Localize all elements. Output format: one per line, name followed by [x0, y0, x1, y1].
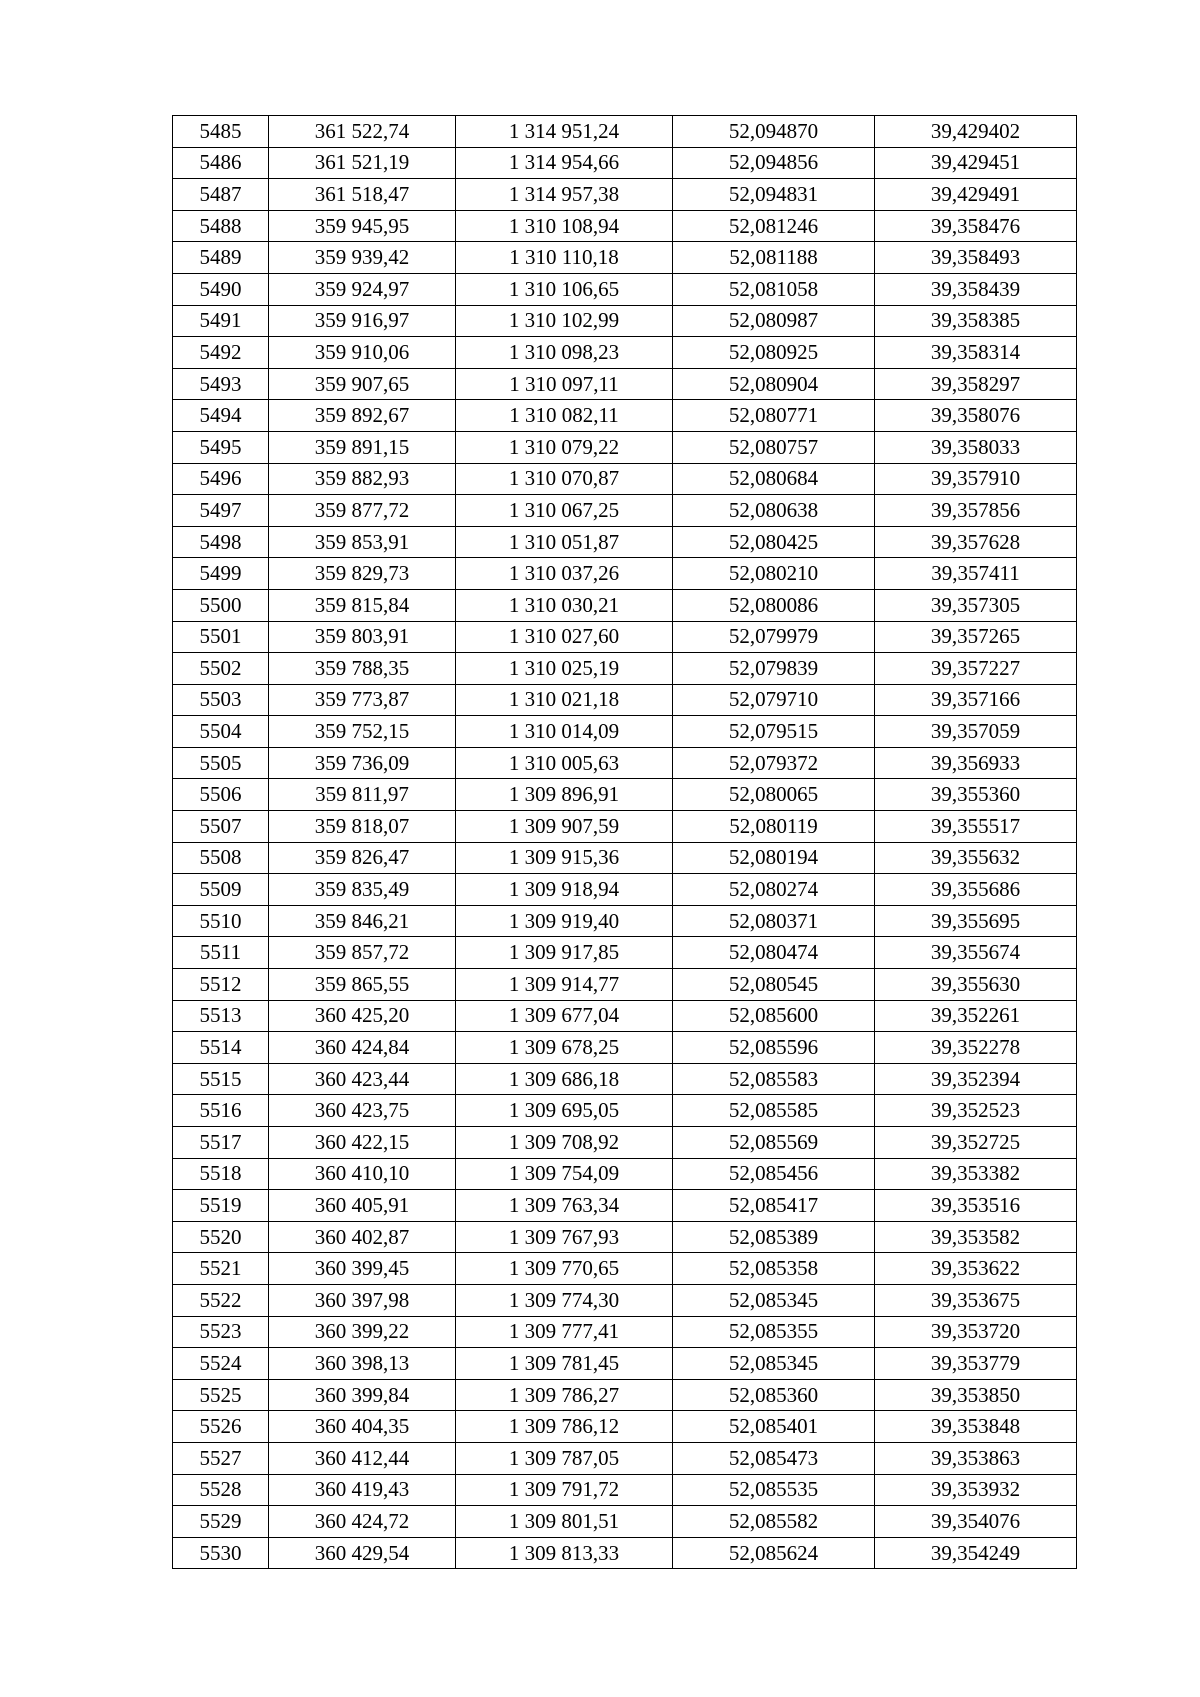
point-number-cell: 5491 [173, 305, 269, 337]
latitude-cell: 52,094831 [673, 179, 875, 211]
latitude-cell: 52,085535 [673, 1474, 875, 1506]
y-coordinate-cell: 1 310 079,22 [456, 431, 673, 463]
longitude-cell: 39,353582 [875, 1221, 1077, 1253]
table-row [173, 779, 1077, 811]
y-coordinate-cell: 1 310 030,21 [456, 589, 673, 621]
latitude-cell: 52,079979 [673, 621, 875, 653]
table-row [173, 526, 1077, 558]
table-row [173, 431, 1077, 463]
x-coordinate-cell: 359 891,15 [269, 431, 456, 463]
latitude-cell: 52,080925 [673, 337, 875, 369]
table-row [173, 1032, 1077, 1064]
x-coordinate-cell: 360 399,22 [269, 1316, 456, 1348]
y-coordinate-cell: 1 310 110,18 [456, 242, 673, 274]
table-row [173, 179, 1077, 211]
point-number-cell: 5486 [173, 147, 269, 179]
y-coordinate-cell: 1 309 677,04 [456, 1000, 673, 1032]
point-number-cell: 5520 [173, 1221, 269, 1253]
y-coordinate-cell: 1 309 777,41 [456, 1316, 673, 1348]
longitude-cell: 39,353516 [875, 1190, 1077, 1222]
longitude-cell: 39,357305 [875, 589, 1077, 621]
point-number-cell: 5526 [173, 1411, 269, 1443]
y-coordinate-cell: 1 309 896,91 [456, 779, 673, 811]
x-coordinate-cell: 360 424,72 [269, 1506, 456, 1538]
table-row [173, 1474, 1077, 1506]
y-coordinate-cell: 1 310 005,63 [456, 747, 673, 779]
point-number-cell: 5524 [173, 1348, 269, 1380]
x-coordinate-cell: 359 803,91 [269, 621, 456, 653]
y-coordinate-cell: 1 309 915,36 [456, 842, 673, 874]
x-coordinate-cell: 359 882,93 [269, 463, 456, 495]
latitude-cell: 52,085360 [673, 1379, 875, 1411]
point-number-cell: 5498 [173, 526, 269, 558]
longitude-cell: 39,355632 [875, 842, 1077, 874]
point-number-cell: 5518 [173, 1158, 269, 1190]
y-coordinate-cell: 1 310 082,11 [456, 400, 673, 432]
y-coordinate-cell: 1 309 801,51 [456, 1506, 673, 1538]
x-coordinate-cell: 361 522,74 [269, 116, 456, 148]
x-coordinate-cell: 359 773,87 [269, 684, 456, 716]
table-row [173, 337, 1077, 369]
x-coordinate-cell: 359 736,09 [269, 747, 456, 779]
latitude-cell: 52,081246 [673, 210, 875, 242]
latitude-cell: 52,085569 [673, 1127, 875, 1159]
x-coordinate-cell: 360 410,10 [269, 1158, 456, 1190]
longitude-cell: 39,355695 [875, 905, 1077, 937]
table-row [173, 969, 1077, 1001]
table-row [173, 589, 1077, 621]
longitude-cell: 39,357265 [875, 621, 1077, 653]
point-number-cell: 5501 [173, 621, 269, 653]
y-coordinate-cell: 1 310 106,65 [456, 273, 673, 305]
table-row [173, 842, 1077, 874]
x-coordinate-cell: 360 405,91 [269, 1190, 456, 1222]
latitude-cell: 52,085345 [673, 1348, 875, 1380]
y-coordinate-cell: 1 309 708,92 [456, 1127, 673, 1159]
point-number-cell: 5525 [173, 1379, 269, 1411]
table-row [173, 1095, 1077, 1127]
point-number-cell: 5523 [173, 1316, 269, 1348]
x-coordinate-cell: 361 518,47 [269, 179, 456, 211]
table-row [173, 747, 1077, 779]
table-row [173, 811, 1077, 843]
table-row [173, 147, 1077, 179]
longitude-cell: 39,352523 [875, 1095, 1077, 1127]
point-number-cell: 5504 [173, 716, 269, 748]
point-number-cell: 5490 [173, 273, 269, 305]
table-row [173, 242, 1077, 274]
point-number-cell: 5514 [173, 1032, 269, 1064]
table-row [173, 1348, 1077, 1380]
table-row [173, 305, 1077, 337]
point-number-cell: 5485 [173, 116, 269, 148]
table-row [173, 937, 1077, 969]
latitude-cell: 52,080425 [673, 526, 875, 558]
longitude-cell: 39,352725 [875, 1127, 1077, 1159]
table-row [173, 210, 1077, 242]
y-coordinate-cell: 1 310 070,87 [456, 463, 673, 495]
x-coordinate-cell: 360 404,35 [269, 1411, 456, 1443]
point-number-cell: 5515 [173, 1063, 269, 1095]
table-row [173, 1537, 1077, 1569]
latitude-cell: 52,094856 [673, 147, 875, 179]
latitude-cell: 52,080210 [673, 558, 875, 590]
point-number-cell: 5529 [173, 1506, 269, 1538]
y-coordinate-cell: 1 310 108,94 [456, 210, 673, 242]
x-coordinate-cell: 359 916,97 [269, 305, 456, 337]
point-number-cell: 5496 [173, 463, 269, 495]
y-coordinate-cell: 1 309 786,12 [456, 1411, 673, 1443]
longitude-cell: 39,357059 [875, 716, 1077, 748]
latitude-cell: 52,080119 [673, 811, 875, 843]
y-coordinate-cell: 1 310 014,09 [456, 716, 673, 748]
point-number-cell: 5489 [173, 242, 269, 274]
latitude-cell: 52,080684 [673, 463, 875, 495]
y-coordinate-cell: 1 309 907,59 [456, 811, 673, 843]
point-number-cell: 5494 [173, 400, 269, 432]
table-row [173, 1190, 1077, 1222]
longitude-cell: 39,358314 [875, 337, 1077, 369]
latitude-cell: 52,079710 [673, 684, 875, 716]
longitude-cell: 39,353863 [875, 1442, 1077, 1474]
x-coordinate-cell: 359 910,06 [269, 337, 456, 369]
latitude-cell: 52,085401 [673, 1411, 875, 1443]
x-coordinate-cell: 360 398,13 [269, 1348, 456, 1380]
longitude-cell: 39,358439 [875, 273, 1077, 305]
latitude-cell: 52,080194 [673, 842, 875, 874]
y-coordinate-cell: 1 309 917,85 [456, 937, 673, 969]
point-number-cell: 5500 [173, 589, 269, 621]
longitude-cell: 39,353675 [875, 1284, 1077, 1316]
latitude-cell: 52,080638 [673, 495, 875, 527]
latitude-cell: 52,079839 [673, 653, 875, 685]
table-row [173, 1000, 1077, 1032]
y-coordinate-cell: 1 309 914,77 [456, 969, 673, 1001]
x-coordinate-cell: 360 419,43 [269, 1474, 456, 1506]
longitude-cell: 39,353382 [875, 1158, 1077, 1190]
x-coordinate-cell: 360 402,87 [269, 1221, 456, 1253]
point-number-cell: 5497 [173, 495, 269, 527]
latitude-cell: 52,085358 [673, 1253, 875, 1285]
table-row [173, 1316, 1077, 1348]
longitude-cell: 39,358033 [875, 431, 1077, 463]
table-row [173, 495, 1077, 527]
table-row [173, 1127, 1077, 1159]
table-row [173, 273, 1077, 305]
x-coordinate-cell: 359 846,21 [269, 905, 456, 937]
x-coordinate-cell: 359 752,15 [269, 716, 456, 748]
point-number-cell: 5502 [173, 653, 269, 685]
point-number-cell: 5508 [173, 842, 269, 874]
y-coordinate-cell: 1 309 763,34 [456, 1190, 673, 1222]
x-coordinate-cell: 359 877,72 [269, 495, 456, 527]
longitude-cell: 39,352278 [875, 1032, 1077, 1064]
longitude-cell: 39,358076 [875, 400, 1077, 432]
point-number-cell: 5517 [173, 1127, 269, 1159]
table-row [173, 400, 1077, 432]
y-coordinate-cell: 1 310 097,11 [456, 368, 673, 400]
latitude-cell: 52,085600 [673, 1000, 875, 1032]
table-row [173, 116, 1077, 148]
point-number-cell: 5509 [173, 874, 269, 906]
point-number-cell: 5510 [173, 905, 269, 937]
table-row [173, 558, 1077, 590]
y-coordinate-cell: 1 310 021,18 [456, 684, 673, 716]
point-number-cell: 5521 [173, 1253, 269, 1285]
table-row [173, 621, 1077, 653]
y-coordinate-cell: 1 309 767,93 [456, 1221, 673, 1253]
x-coordinate-cell: 359 945,95 [269, 210, 456, 242]
x-coordinate-cell: 359 857,72 [269, 937, 456, 969]
x-coordinate-cell: 360 399,45 [269, 1253, 456, 1285]
point-number-cell: 5513 [173, 1000, 269, 1032]
table-row [173, 1411, 1077, 1443]
latitude-cell: 52,080904 [673, 368, 875, 400]
table-row [173, 684, 1077, 716]
x-coordinate-cell: 360 423,75 [269, 1095, 456, 1127]
table-row [173, 1221, 1077, 1253]
x-coordinate-cell: 359 939,42 [269, 242, 456, 274]
y-coordinate-cell: 1 309 781,45 [456, 1348, 673, 1380]
x-coordinate-cell: 359 818,07 [269, 811, 456, 843]
x-coordinate-cell: 360 412,44 [269, 1442, 456, 1474]
y-coordinate-cell: 1 309 919,40 [456, 905, 673, 937]
y-coordinate-cell: 1 309 787,05 [456, 1442, 673, 1474]
table-row [173, 716, 1077, 748]
y-coordinate-cell: 1 309 791,72 [456, 1474, 673, 1506]
longitude-cell: 39,354249 [875, 1537, 1077, 1569]
y-coordinate-cell: 1 309 695,05 [456, 1095, 673, 1127]
x-coordinate-cell: 360 423,44 [269, 1063, 456, 1095]
longitude-cell: 39,353848 [875, 1411, 1077, 1443]
y-coordinate-cell: 1 309 786,27 [456, 1379, 673, 1411]
latitude-cell: 52,080371 [673, 905, 875, 937]
latitude-cell: 52,079515 [673, 716, 875, 748]
x-coordinate-cell: 360 399,84 [269, 1379, 456, 1411]
table-row [173, 1506, 1077, 1538]
longitude-cell: 39,357628 [875, 526, 1077, 558]
y-coordinate-cell: 1 309 770,65 [456, 1253, 673, 1285]
point-number-cell: 5503 [173, 684, 269, 716]
longitude-cell: 39,357411 [875, 558, 1077, 590]
x-coordinate-cell: 359 865,55 [269, 969, 456, 1001]
latitude-cell: 52,085585 [673, 1095, 875, 1127]
table-row [173, 463, 1077, 495]
y-coordinate-cell: 1 310 025,19 [456, 653, 673, 685]
longitude-cell: 39,356933 [875, 747, 1077, 779]
latitude-cell: 52,080086 [673, 589, 875, 621]
latitude-cell: 52,079372 [673, 747, 875, 779]
point-number-cell: 5519 [173, 1190, 269, 1222]
latitude-cell: 52,085583 [673, 1063, 875, 1095]
point-number-cell: 5505 [173, 747, 269, 779]
longitude-cell: 39,358385 [875, 305, 1077, 337]
point-number-cell: 5516 [173, 1095, 269, 1127]
longitude-cell: 39,357910 [875, 463, 1077, 495]
latitude-cell: 52,081188 [673, 242, 875, 274]
table-row [173, 1379, 1077, 1411]
y-coordinate-cell: 1 310 037,26 [456, 558, 673, 590]
longitude-cell: 39,357856 [875, 495, 1077, 527]
latitude-cell: 52,080545 [673, 969, 875, 1001]
coordinates-table-body [173, 116, 1077, 1569]
point-number-cell: 5527 [173, 1442, 269, 1474]
latitude-cell: 52,085355 [673, 1316, 875, 1348]
longitude-cell: 39,358476 [875, 210, 1077, 242]
point-number-cell: 5530 [173, 1537, 269, 1569]
point-number-cell: 5488 [173, 210, 269, 242]
longitude-cell: 39,352394 [875, 1063, 1077, 1095]
longitude-cell: 39,352261 [875, 1000, 1077, 1032]
latitude-cell: 52,080474 [673, 937, 875, 969]
longitude-cell: 39,355674 [875, 937, 1077, 969]
point-number-cell: 5507 [173, 811, 269, 843]
table-row [173, 874, 1077, 906]
y-coordinate-cell: 1 310 102,99 [456, 305, 673, 337]
y-coordinate-cell: 1 309 774,30 [456, 1284, 673, 1316]
latitude-cell: 52,085582 [673, 1506, 875, 1538]
point-number-cell: 5499 [173, 558, 269, 590]
x-coordinate-cell: 360 422,15 [269, 1127, 456, 1159]
point-number-cell: 5511 [173, 937, 269, 969]
latitude-cell: 52,080757 [673, 431, 875, 463]
table-row [173, 1442, 1077, 1474]
y-coordinate-cell: 1 310 051,87 [456, 526, 673, 558]
table-row [173, 368, 1077, 400]
x-coordinate-cell: 359 811,97 [269, 779, 456, 811]
longitude-cell: 39,357166 [875, 684, 1077, 716]
x-coordinate-cell: 359 829,73 [269, 558, 456, 590]
point-number-cell: 5506 [173, 779, 269, 811]
longitude-cell: 39,429402 [875, 116, 1077, 148]
longitude-cell: 39,355517 [875, 811, 1077, 843]
latitude-cell: 52,094870 [673, 116, 875, 148]
y-coordinate-cell: 1 314 957,38 [456, 179, 673, 211]
x-coordinate-cell: 359 835,49 [269, 874, 456, 906]
longitude-cell: 39,353622 [875, 1253, 1077, 1285]
longitude-cell: 39,355630 [875, 969, 1077, 1001]
table-row [173, 1063, 1077, 1095]
y-coordinate-cell: 1 310 098,23 [456, 337, 673, 369]
x-coordinate-cell: 359 892,67 [269, 400, 456, 432]
point-number-cell: 5487 [173, 179, 269, 211]
table-row [173, 1253, 1077, 1285]
x-coordinate-cell: 359 907,65 [269, 368, 456, 400]
y-coordinate-cell: 1 309 918,94 [456, 874, 673, 906]
y-coordinate-cell: 1 309 754,09 [456, 1158, 673, 1190]
y-coordinate-cell: 1 314 954,66 [456, 147, 673, 179]
x-coordinate-cell: 360 397,98 [269, 1284, 456, 1316]
latitude-cell: 52,081058 [673, 273, 875, 305]
table-row [173, 653, 1077, 685]
table-row [173, 1158, 1077, 1190]
y-coordinate-cell: 1 310 067,25 [456, 495, 673, 527]
table-row [173, 905, 1077, 937]
latitude-cell: 52,085389 [673, 1221, 875, 1253]
point-number-cell: 5492 [173, 337, 269, 369]
longitude-cell: 39,353779 [875, 1348, 1077, 1380]
longitude-cell: 39,353850 [875, 1379, 1077, 1411]
longitude-cell: 39,353932 [875, 1474, 1077, 1506]
longitude-cell: 39,429451 [875, 147, 1077, 179]
x-coordinate-cell: 360 429,54 [269, 1537, 456, 1569]
longitude-cell: 39,355360 [875, 779, 1077, 811]
x-coordinate-cell: 360 424,84 [269, 1032, 456, 1064]
point-number-cell: 5493 [173, 368, 269, 400]
y-coordinate-cell: 1 310 027,60 [456, 621, 673, 653]
latitude-cell: 52,080771 [673, 400, 875, 432]
point-number-cell: 5512 [173, 969, 269, 1001]
latitude-cell: 52,080274 [673, 874, 875, 906]
y-coordinate-cell: 1 309 813,33 [456, 1537, 673, 1569]
point-number-cell: 5522 [173, 1284, 269, 1316]
x-coordinate-cell: 359 853,91 [269, 526, 456, 558]
y-coordinate-cell: 1 314 951,24 [456, 116, 673, 148]
y-coordinate-cell: 1 309 678,25 [456, 1032, 673, 1064]
x-coordinate-cell: 360 425,20 [269, 1000, 456, 1032]
x-coordinate-cell: 361 521,19 [269, 147, 456, 179]
longitude-cell: 39,357227 [875, 653, 1077, 685]
x-coordinate-cell: 359 788,35 [269, 653, 456, 685]
latitude-cell: 52,085624 [673, 1537, 875, 1569]
longitude-cell: 39,358297 [875, 368, 1077, 400]
x-coordinate-cell: 359 815,84 [269, 589, 456, 621]
latitude-cell: 52,085417 [673, 1190, 875, 1222]
y-coordinate-cell: 1 309 686,18 [456, 1063, 673, 1095]
x-coordinate-cell: 359 826,47 [269, 842, 456, 874]
longitude-cell: 39,358493 [875, 242, 1077, 274]
latitude-cell: 52,085345 [673, 1284, 875, 1316]
latitude-cell: 52,085473 [673, 1442, 875, 1474]
longitude-cell: 39,353720 [875, 1316, 1077, 1348]
x-coordinate-cell: 359 924,97 [269, 273, 456, 305]
latitude-cell: 52,080987 [673, 305, 875, 337]
latitude-cell: 52,080065 [673, 779, 875, 811]
latitude-cell: 52,085596 [673, 1032, 875, 1064]
longitude-cell: 39,354076 [875, 1506, 1077, 1538]
table-row [173, 1284, 1077, 1316]
point-number-cell: 5495 [173, 431, 269, 463]
coordinates-table [172, 115, 1077, 1569]
latitude-cell: 52,085456 [673, 1158, 875, 1190]
longitude-cell: 39,355686 [875, 874, 1077, 906]
point-number-cell: 5528 [173, 1474, 269, 1506]
longitude-cell: 39,429491 [875, 179, 1077, 211]
